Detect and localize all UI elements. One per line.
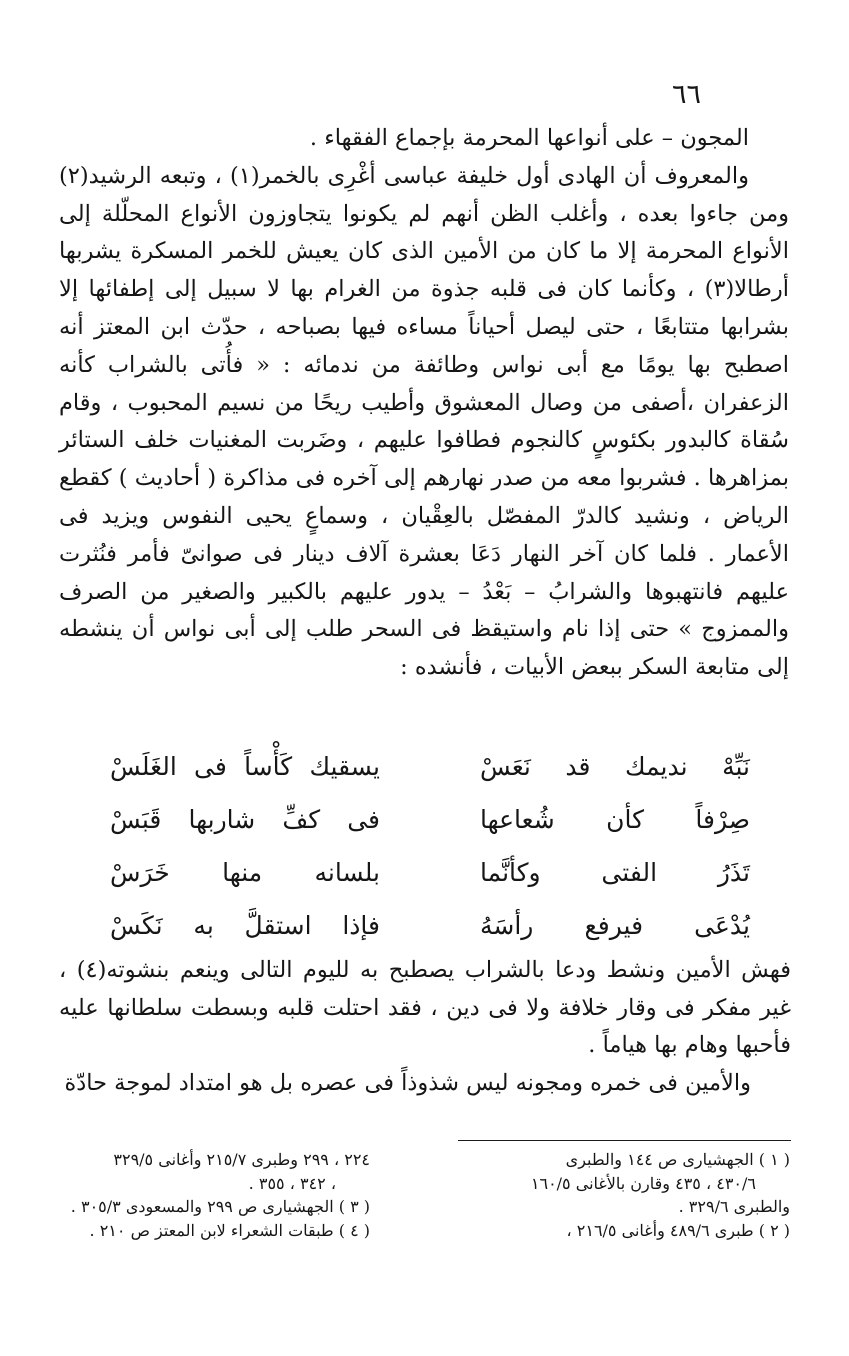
footnotes-right-column — [435, 1148, 790, 1242]
verse-second-hemistich: فى كفِّ شاربها قَبَسْ — [110, 805, 380, 834]
verse-line — [110, 846, 750, 899]
main-text-continued — [59, 952, 791, 1102]
footnote-line: ( ٢ ) طبرى ٤٨٩/٦ وأغانى ٢١٦/٥ ، — [566, 1220, 790, 1240]
verse-line — [110, 793, 750, 846]
page-number: ٦٦ — [671, 79, 701, 110]
footnotes-left-column — [30, 1148, 370, 1242]
footnote-line: ( ١ ) الجهشيارى ص ١٤٤ والطبرى — [565, 1150, 790, 1169]
verse-line — [110, 899, 750, 952]
poem — [110, 740, 750, 952]
verse-first-hemistich: نَبِّهْ نديمك قد نَعَسْ — [480, 752, 750, 781]
verse-first-hemistich: تَذَرُ الفتى وكأنَّما — [480, 858, 750, 887]
verse-line — [110, 740, 750, 793]
footnote-line: ( ٤ ) طبقات الشعراء لابن المعتز ص ٢١٠ . — [89, 1220, 370, 1240]
footnote-line: ٢٢٤ ، ٢٩٩ وطبرى ٢١٥/٧ وأغانى ٣٢٩/٥ — [113, 1150, 370, 1169]
footnote-line: ٤٣٠/٦ ، ٤٣٥ وقارن بالأغانى ١٦٠/٥ — [530, 1173, 756, 1193]
verse-first-hemistich: صِرْفاً كأن شُعاعها — [480, 805, 750, 834]
footnote-line: والطبرى ٣٢٩/٦ . — [678, 1197, 790, 1216]
verse-second-hemistich: يسقيك كَأْساً فى الغَلَسْ — [110, 752, 380, 781]
footnote-separator — [458, 1140, 791, 1141]
footnote-line: ( ٣ ) الجهشيارى ص ٢٩٩ والمسعودى ٣٠٥/٣ . — [70, 1197, 370, 1216]
paragraph-opening: المجون – على أنواعها المحرمة بإجماع الفقهاء . — [309, 125, 749, 151]
paragraph-closing: والأمين فى خمره ومجونه ليس شذوذاً فى عصره بل هو امتداد لموجة حادّة — [64, 1069, 751, 1096]
paragraph-main: والمعروف أن الهادى أول خليفة عباسى أغْرِى بالخمر(١) ، وتبعه الرشيد(٢) ومن جاءوا بعده ، وأغلب الظن أنهم لم يكونوا يتجاوزون الأنواع المحلّلة إلى الأنواع المحرمة إلا ما كان من الأمين الذى كان يعيش للخمر المسكرة يشربها أرطالا(٣) ، وكأنما كان فى قلبه جذوة من الغرام بها لا سبيل إلى إطفائها إلا بشرابها متتابعًا ، حتى ليصل أحياناً مساءه فيها بصباحه ، حدّث ابن المعتز أنه اصطبح بها يومًا مع أبى نواس وطائفة من ندمائه : « فأُتى بالشراب كأنه الزعفران ،أصفى من وصال المعشوق وأطيب ريحًا من نسيم المحبوب ، وقام سُقاة كالبدور بكئوسٍ كالنجوم فطافوا عليهم ، وضَربت المغنيات خلف الستائر بمزاهرها . فشربوا معه من صدر نهارهم إلى آخره فى مذاكرة ( أحاديث ) كقطع الرياض ، ونشيد كالدرّ المفصّل بالعِقْيان ، وسماعٍ يحيى النفوس ويزيد فى الأعمار . فلما كان آخر النهار دَعَا بعشرة آلاف دينار فى صوانىّ فأمر فنُثرت عليهم فانتهبوها والشرابُ – بَعْدُ – يدور عليهم بالكبير والصغير من الصرف والممزوج » حتى إذا نام واستيقظ فى السحر طلب إلى أبى نواس أن ينشطه إلى متابعة السكر ببعض الأبيات ، فأنشده : — [59, 162, 789, 681]
verse-second-hemistich: بلسانه منها خَرَسْ — [110, 858, 380, 887]
verse-first-hemistich: يُدْعَى فيرفع رأسَهُ — [480, 911, 750, 940]
main-text — [59, 120, 789, 687]
paragraph-after-poem: فهش الأمين ونشط ودعا بالشراب يصطبح به لليوم التالى وينعم بنشوته(٤) ، غير مفكر فى وقار خلافة ولا فى دين ، فقد احتلت قلبه وبسطت سلطانها عليه فأحبها وهام بها هياماً . — [59, 957, 791, 1058]
footnote-line: ، ٣٤٢ ، ٣٥٥ . — [248, 1173, 336, 1193]
footnotes — [30, 1148, 790, 1242]
verse-second-hemistich: فإذا استقلَّ به نَكَسْ — [110, 911, 380, 940]
